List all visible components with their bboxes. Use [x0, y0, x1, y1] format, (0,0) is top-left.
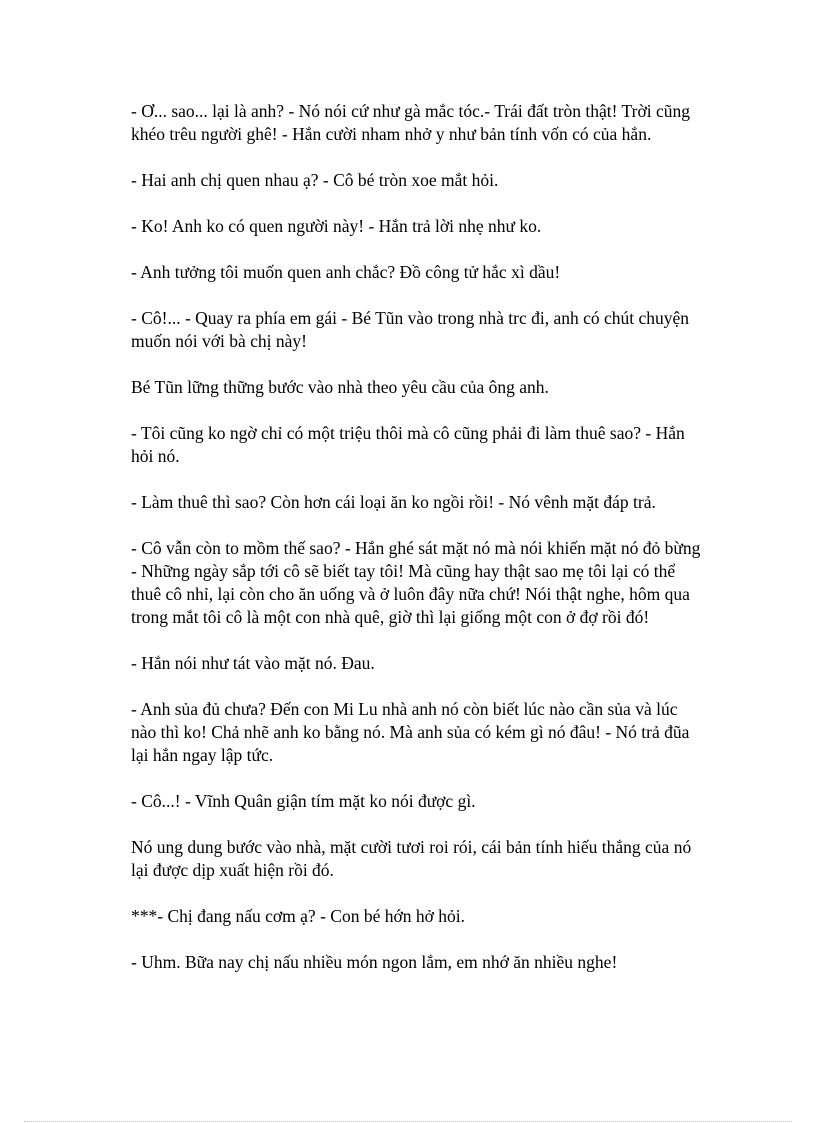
text-line: khéo trêu người ghê! - Hắn cười nham nhở y như bản tính vốn có của hắn.: [131, 124, 652, 144]
document-body: [131, 100, 751, 997]
text-line: - Tôi cũng ko ngờ chỉ có một triệu thôi mà cô cũng phải đi làm thuê sao? - Hắn: [131, 423, 685, 443]
text-line: - Anh sủa đủ chưa? Đến con Mi Lu nhà anh nó còn biết lúc nào cần sủa và lúc: [131, 699, 678, 719]
page-bottom-rule: [24, 1121, 792, 1122]
text-line: muốn nói với bà chị này!: [131, 331, 307, 351]
text-line: - Những ngày sắp tới cô sẽ biết tay tôi! Mà cũng hay thật sao mẹ tôi lại có thể: [131, 561, 676, 581]
text-line: - Làm thuê thì sao? Còn hơn cái loại ăn ko ngồi rồi! - Nó vênh mặt đáp trả.: [131, 492, 656, 512]
paragraph: [131, 261, 751, 284]
paragraph: [131, 698, 751, 767]
paragraph: [131, 169, 751, 192]
text-line: trong mắt tôi cô là một con nhà quê, giờ thì lại giống một con ở đợ rồi đó!: [131, 607, 650, 627]
text-line: - Cô vẫn còn to mồm thế sao? - Hắn ghé sát mặt nó mà nói khiến mặt nó đỏ bừng: [131, 538, 701, 558]
text-line: lại hắn ngay lập tức.: [131, 745, 274, 765]
text-line: - Anh tưởng tôi muốn quen anh chắc? Đồ công tử hắc xì dầu!: [131, 262, 561, 282]
text-line: nào thì ko! Chả nhẽ anh ko bằng nó. Mà anh sủa có kém gì nó đâu! - Nó trả đũa: [131, 722, 690, 742]
text-line: - Ko! Anh ko có quen người này! - Hắn trả lời nhẹ như ko.: [131, 216, 542, 236]
text-line: ***- Chị đang nấu cơm ạ? - Con bé hớn hở hỏi.: [131, 906, 465, 926]
paragraph: [131, 491, 751, 514]
text-line: Bé Tũn lững thững bước vào nhà theo yêu cầu của ông anh.: [131, 377, 549, 397]
paragraph: [131, 836, 751, 882]
text-line: - Hai anh chị quen nhau ạ? - Cô bé tròn xoe mắt hỏi.: [131, 170, 499, 190]
text-line: - Ơ... sao... lại là anh? - Nó nói cứ như gà mắc tóc.- Trái đất tròn thật! Trời cũng: [131, 101, 690, 121]
text-line: lại được dịp xuất hiện rồi đó.: [131, 860, 334, 880]
text-line: Nó ung dung bước vào nhà, mặt cười tươi roi rói, cái bản tính hiếu thắng của nó: [131, 837, 692, 857]
text-line: - Uhm. Bữa nay chị nấu nhiều món ngon lắm, em nhớ ăn nhiều nghe!: [131, 952, 618, 972]
paragraph: [131, 652, 751, 675]
paragraph: [131, 307, 751, 353]
paragraph: [131, 537, 751, 629]
paragraph: [131, 951, 751, 974]
paragraph: [131, 790, 751, 813]
text-line: - Cô!... - Quay ra phía em gái - Bé Tũn vào trong nhà trc đi, anh có chút chuyện: [131, 308, 690, 328]
paragraph: [131, 100, 751, 146]
text-line: - Hắn nói như tát vào mặt nó. Đau.: [131, 653, 375, 673]
paragraph: [131, 215, 751, 238]
text-line: hỏi nó.: [131, 446, 180, 466]
paragraph: [131, 422, 751, 468]
text-line: - Cô...! - Vĩnh Quân giận tím mặt ko nói được gì.: [131, 791, 476, 811]
text-line: thuê cô nhỉ, lại còn cho ăn uống và ở luôn đây nữa chứ! Nói thật nghe, hôm qua: [131, 584, 690, 604]
paragraph: [131, 376, 751, 399]
paragraph: [131, 905, 751, 928]
